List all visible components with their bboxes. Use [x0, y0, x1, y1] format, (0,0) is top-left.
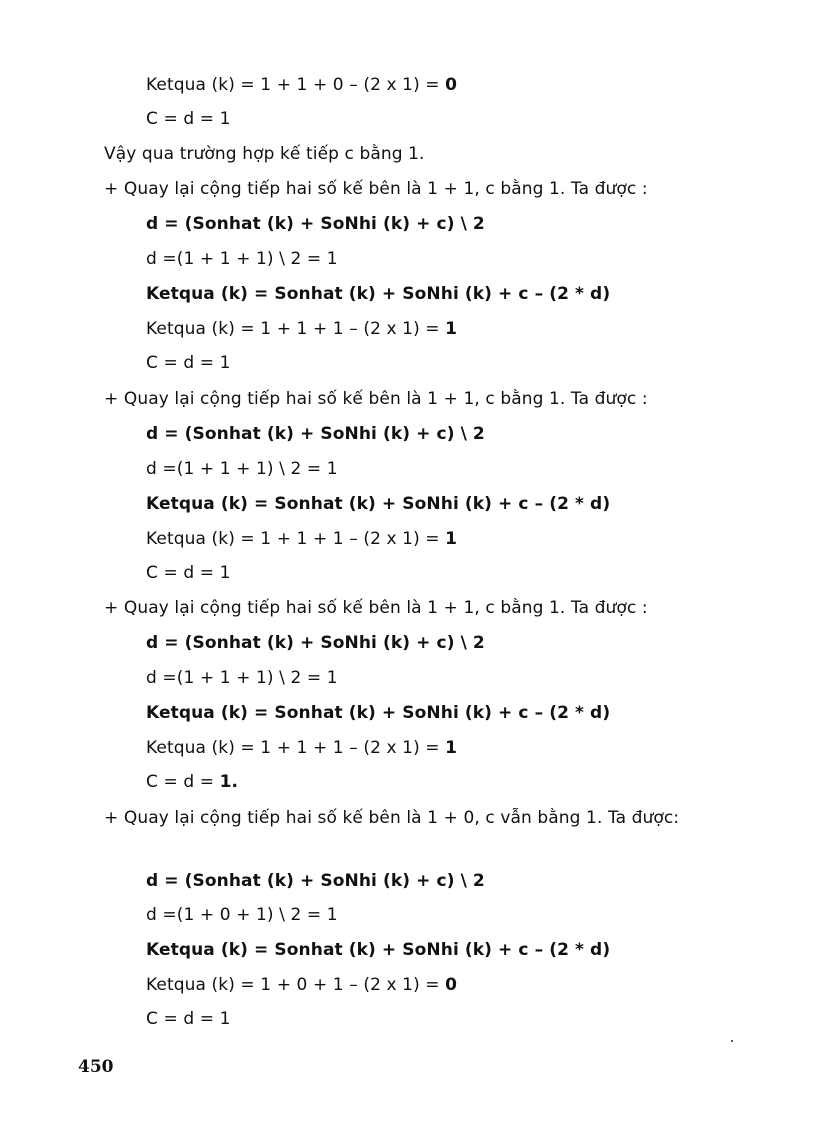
text-line: d =(1 + 0 + 1) \ 2 = 1 [146, 905, 338, 925]
text-line: Vậy qua trường hợp kế tiếp c bằng 1. [104, 144, 425, 164]
formula-line: Ketqua (k) = Sonhat (k) + SoNhi (k) + c – (2 * d) [146, 940, 611, 960]
formula-line: d = (Sonhat (k) + SoNhi (k) + c) \ 2 [146, 871, 485, 891]
formula-line: Ketqua (k) = Sonhat (k) + SoNhi (k) + c – (2 * d) [146, 703, 611, 723]
text-line: + Quay lại cộng tiếp hai số kế bên là 1 + 1, c bằng 1. Ta được : [104, 598, 648, 618]
text-line: C = d = 1. [146, 772, 239, 792]
text-line: C = d = 1 [146, 563, 231, 583]
page-number: 450 [78, 1057, 114, 1077]
text-line: Ketqua (k) = 1 + 0 + 1 – (2 x 1) = 0 [146, 975, 458, 995]
text-line: + Quay lại cộng tiếp hai số kế bên là 1 + 1, c bằng 1. Ta được : [104, 179, 648, 199]
text-line: d =(1 + 1 + 1) \ 2 = 1 [146, 668, 338, 688]
text-line: Ketqua (k) = 1 + 1 + 0 – (2 x 1) = 0 [146, 75, 458, 95]
text-line: d =(1 + 1 + 1) \ 2 = 1 [146, 459, 338, 479]
formula-line: d = (Sonhat (k) + SoNhi (k) + c) \ 2 [146, 214, 485, 234]
formula-line: Ketqua (k) = Sonhat (k) + SoNhi (k) + c – (2 * d) [146, 494, 611, 514]
scan-speck [731, 1040, 733, 1042]
formula-line: d = (Sonhat (k) + SoNhi (k) + c) \ 2 [146, 633, 485, 653]
text-line: C = d = 1 [146, 1009, 231, 1029]
text-line: d =(1 + 1 + 1) \ 2 = 1 [146, 249, 338, 269]
text-line: C = d = 1 [146, 109, 231, 129]
text-line: Ketqua (k) = 1 + 1 + 1 – (2 x 1) = 1 [146, 738, 458, 758]
text-line: + Quay lại cộng tiếp hai số kế bên là 1 + 0, c vẫn bằng 1. Ta được: [104, 808, 680, 828]
text-line: Ketqua (k) = 1 + 1 + 1 – (2 x 1) = 1 [146, 319, 458, 339]
formula-line: d = (Sonhat (k) + SoNhi (k) + c) \ 2 [146, 424, 485, 444]
text-line: + Quay lại cộng tiếp hai số kế bên là 1 + 1, c bằng 1. Ta được : [104, 389, 648, 409]
text-line: Ketqua (k) = 1 + 1 + 1 – (2 x 1) = 1 [146, 529, 458, 549]
formula-line: Ketqua (k) = Sonhat (k) + SoNhi (k) + c – (2 * d) [146, 284, 611, 304]
text-line: C = d = 1 [146, 353, 231, 373]
